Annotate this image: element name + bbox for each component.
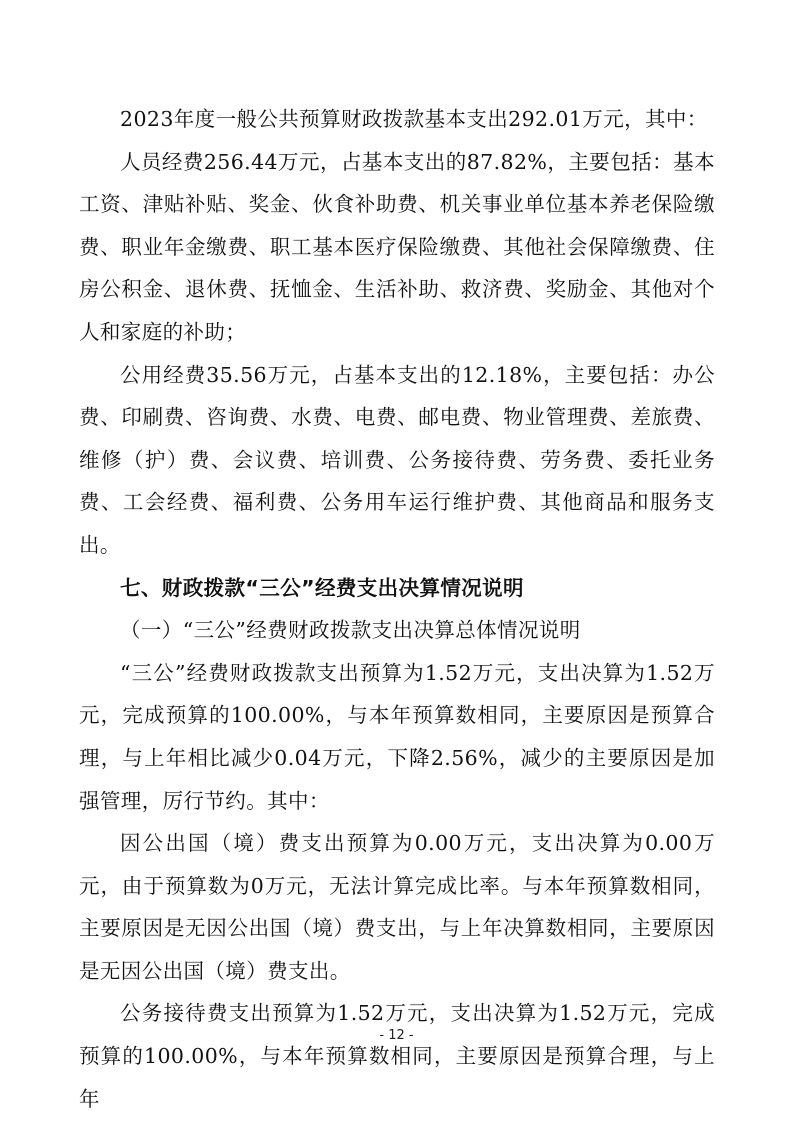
page-number: - 12 - [379,1028,414,1043]
paragraph-official-reception: 公务接待费支出预算为1.52万元，支出决算为1.52万元，完成预算的100.00%，与本年预算数相同，主要原因是预算合理，与上年 [79,1001,715,1111]
paragraph-overseas-travel: 因公出国（境）费支出预算为0.00万元，支出决算为0.00万元，由于预算数为0万元，无法计算完成比率。与本年预算数相同，主要原因是无因公出国（境）费支出，与上年决算数相同，主要原因是无因公出国（境）费支出。 [79,831,715,983]
paragraph-basic-expenditure: 2023年度一般公共预算财政拨款基本支出292.01万元，其中： [120,107,708,131]
section-heading: 七、财政拨款“三公”经费支出决算情况说明 [120,575,524,600]
document-body [79,98,715,1120]
paragraph-personnel-expenses: 人员经费256.44万元，占基本支出的87.82%，主要包括：基本工资、津贴补贴、奖金、伙食补助费、机关事业单位基本养老保险缴费、职业年金缴费、职工基本医疗保险缴费、其他社会保障缴费、住房公积金、退休费、抚恤金、生活补助、救济费、奖励金、其他对个人和家庭的补助； [79,149,715,344]
paragraph-three-public-total: “三公”经费财政拨款支出预算为1.52万元，支出决算为1.52万元，完成预算的100.00%，与本年预算数相同，主要原因是预算合理，与上年相比减少0.04万元，下降2.56%，减少的主要原因是加强管理，厉行节约。其中： [79,660,715,813]
paragraph-public-expenses: 公用经费35.56万元，占基本支出的12.18%，主要包括：办公费、印刷费、咨询费、水费、电费、邮电费、物业管理费、差旅费、维修（护）费、会议费、培训费、公务接待费、劳务费、委托业务费、工会经费、福利费、公务用车运行维护费、其他商品和服务支出。 [79,362,715,557]
subsection-heading: （一）“三公”经费财政拨款支出决算总体情况说明 [120,618,581,643]
